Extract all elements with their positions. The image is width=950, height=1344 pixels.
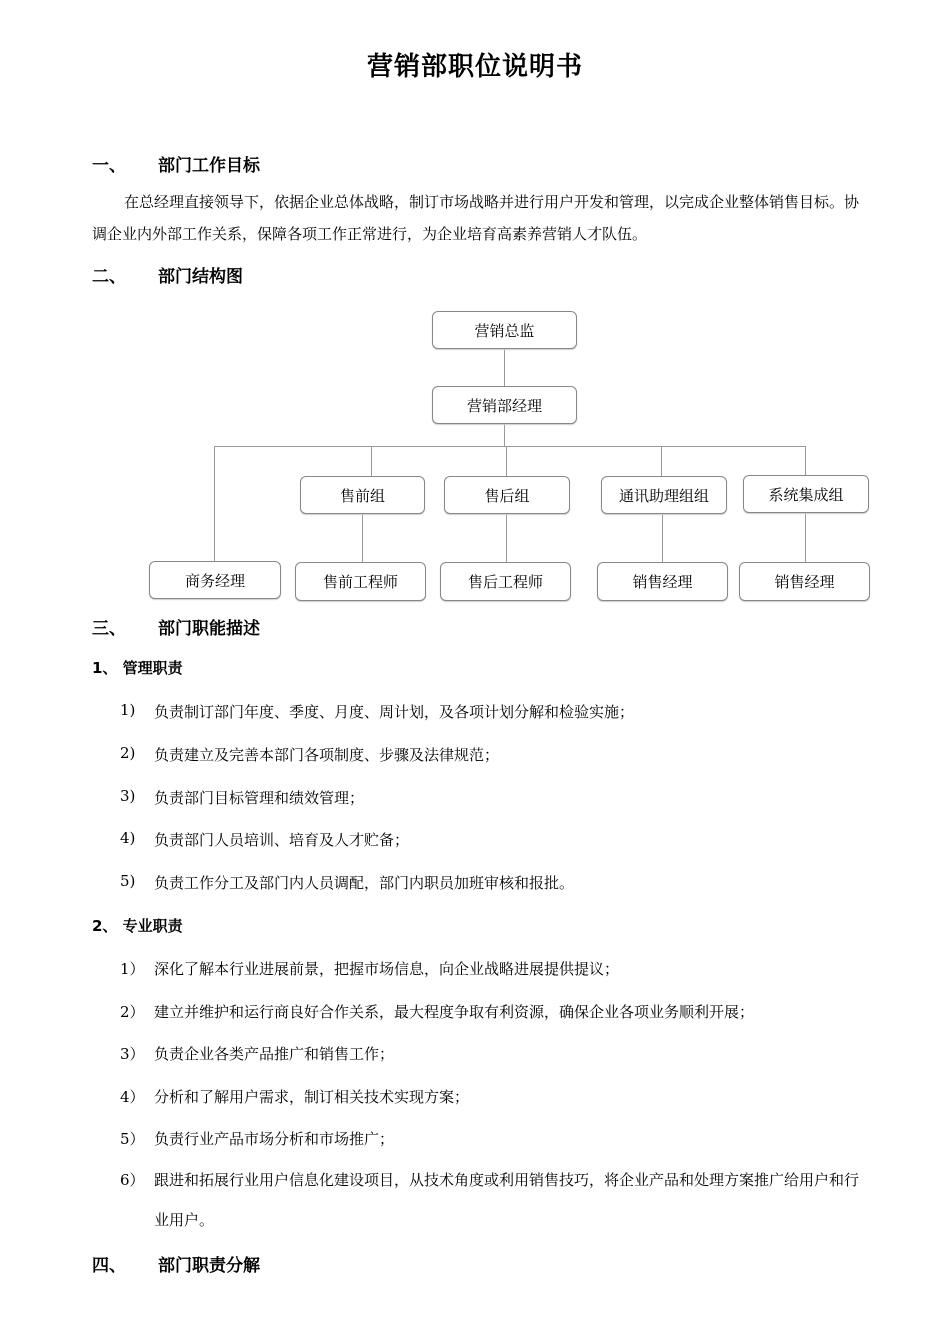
section-number: 四、 [92,1256,126,1276]
item-text: 负责工作分工及部门内人员调配，部门内职员加班审核和报批。 [154,874,575,892]
org-node-member: 销售经理 [597,562,728,601]
item-number: 3） [120,1045,145,1063]
connector-line [214,446,215,562]
document-title: 营销部职位说明书 [366,52,583,82]
item-text: 负责建立及完善本部门各项制度、步骤及法律规范； [154,746,500,764]
item-text: 负责部门目标管理和绩效管理； [154,789,365,807]
connector-line [662,514,663,562]
connector-line [506,446,507,476]
org-node-group: 售后组 [444,476,570,514]
section-title: 部门结构图 [158,267,243,287]
section-heading-functions [92,614,260,639]
item-number: 2） [120,1003,145,1021]
item-number: 3) [120,787,136,805]
item-number: 4) [120,829,136,847]
org-node-member: 售后工程师 [440,562,571,601]
org-node-member: 销售经理 [739,562,870,601]
item-text: 负责制订部门年度、季度、月度、周计划，及各项计划分解和检验实施； [154,703,635,721]
connector-line [661,446,662,476]
item-text: 负责企业各类产品推广和销售工作； [154,1045,395,1063]
section-number: 二、 [92,267,126,287]
section-title: 部门职责分解 [158,1256,260,1276]
goal-paragraph: 在总经理直接领导下，依据企业总体战略，制订市场战略并进行用户开发和管理，以完成企业整体销售目标。协调企业内外部工作关系，保障各项工作正常进行，为企业培育高素养营销人才队伍。 [92,193,860,243]
org-node-manager: 营销部经理 [432,386,577,424]
item-number: 5） [120,1130,145,1148]
item-text: 负责部门人员培训、培育及人才贮备； [154,831,410,849]
section-heading-breakdown [92,1251,260,1276]
org-node-director: 营销总监 [432,311,577,349]
item-number: 2) [120,744,136,762]
item-text: 分析和了解用户需求，制订相关技术实现方案； [154,1088,470,1106]
subheading-professional: 2、 专业职责 [92,917,183,935]
connector-line [214,446,805,447]
section-number: 一、 [92,156,126,176]
item-number: 6） [120,1171,145,1189]
connector-line [504,423,505,446]
item-text: 深化了解本行业进展前景，把握市场信息，向企业战略进展提供提议； [154,960,620,978]
item-number: 4） [120,1088,145,1106]
section-title: 部门工作目标 [158,156,260,176]
subheading-management: 1、 管理职责 [92,659,183,677]
connector-line [362,514,363,562]
item-text: 负责行业产品市场分析和市场推广； [154,1130,395,1148]
connector-line [371,446,372,476]
connector-line [504,348,505,386]
connector-line [805,446,806,475]
org-chart [0,0,950,620]
connector-line [805,512,806,562]
org-node-business-manager: 商务经理 [149,561,281,599]
section-number: 三、 [92,619,126,639]
org-node-group: 售前组 [300,476,425,514]
section-title: 部门职能描述 [158,619,260,639]
list-item [120,1160,870,1240]
org-node-member: 售前工程师 [295,562,426,601]
item-number: 1） [120,960,145,978]
item-text: 建立并维护和运行商良好合作关系，最大程度争取有利资源，确保企业各项业务顺利开展； [154,1003,755,1021]
org-node-group: 通讯助理组组 [601,476,727,514]
org-node-group: 系统集成组 [743,475,869,513]
item-number: 5) [120,872,136,890]
connector-line [506,514,507,562]
item-number: 1) [120,701,136,719]
item-text: 跟进和拓展行业用户信息化建设项目，从技术角度或利用销售技巧，将企业产品和处理方案推广给用户和行业用户。 [154,1171,860,1229]
